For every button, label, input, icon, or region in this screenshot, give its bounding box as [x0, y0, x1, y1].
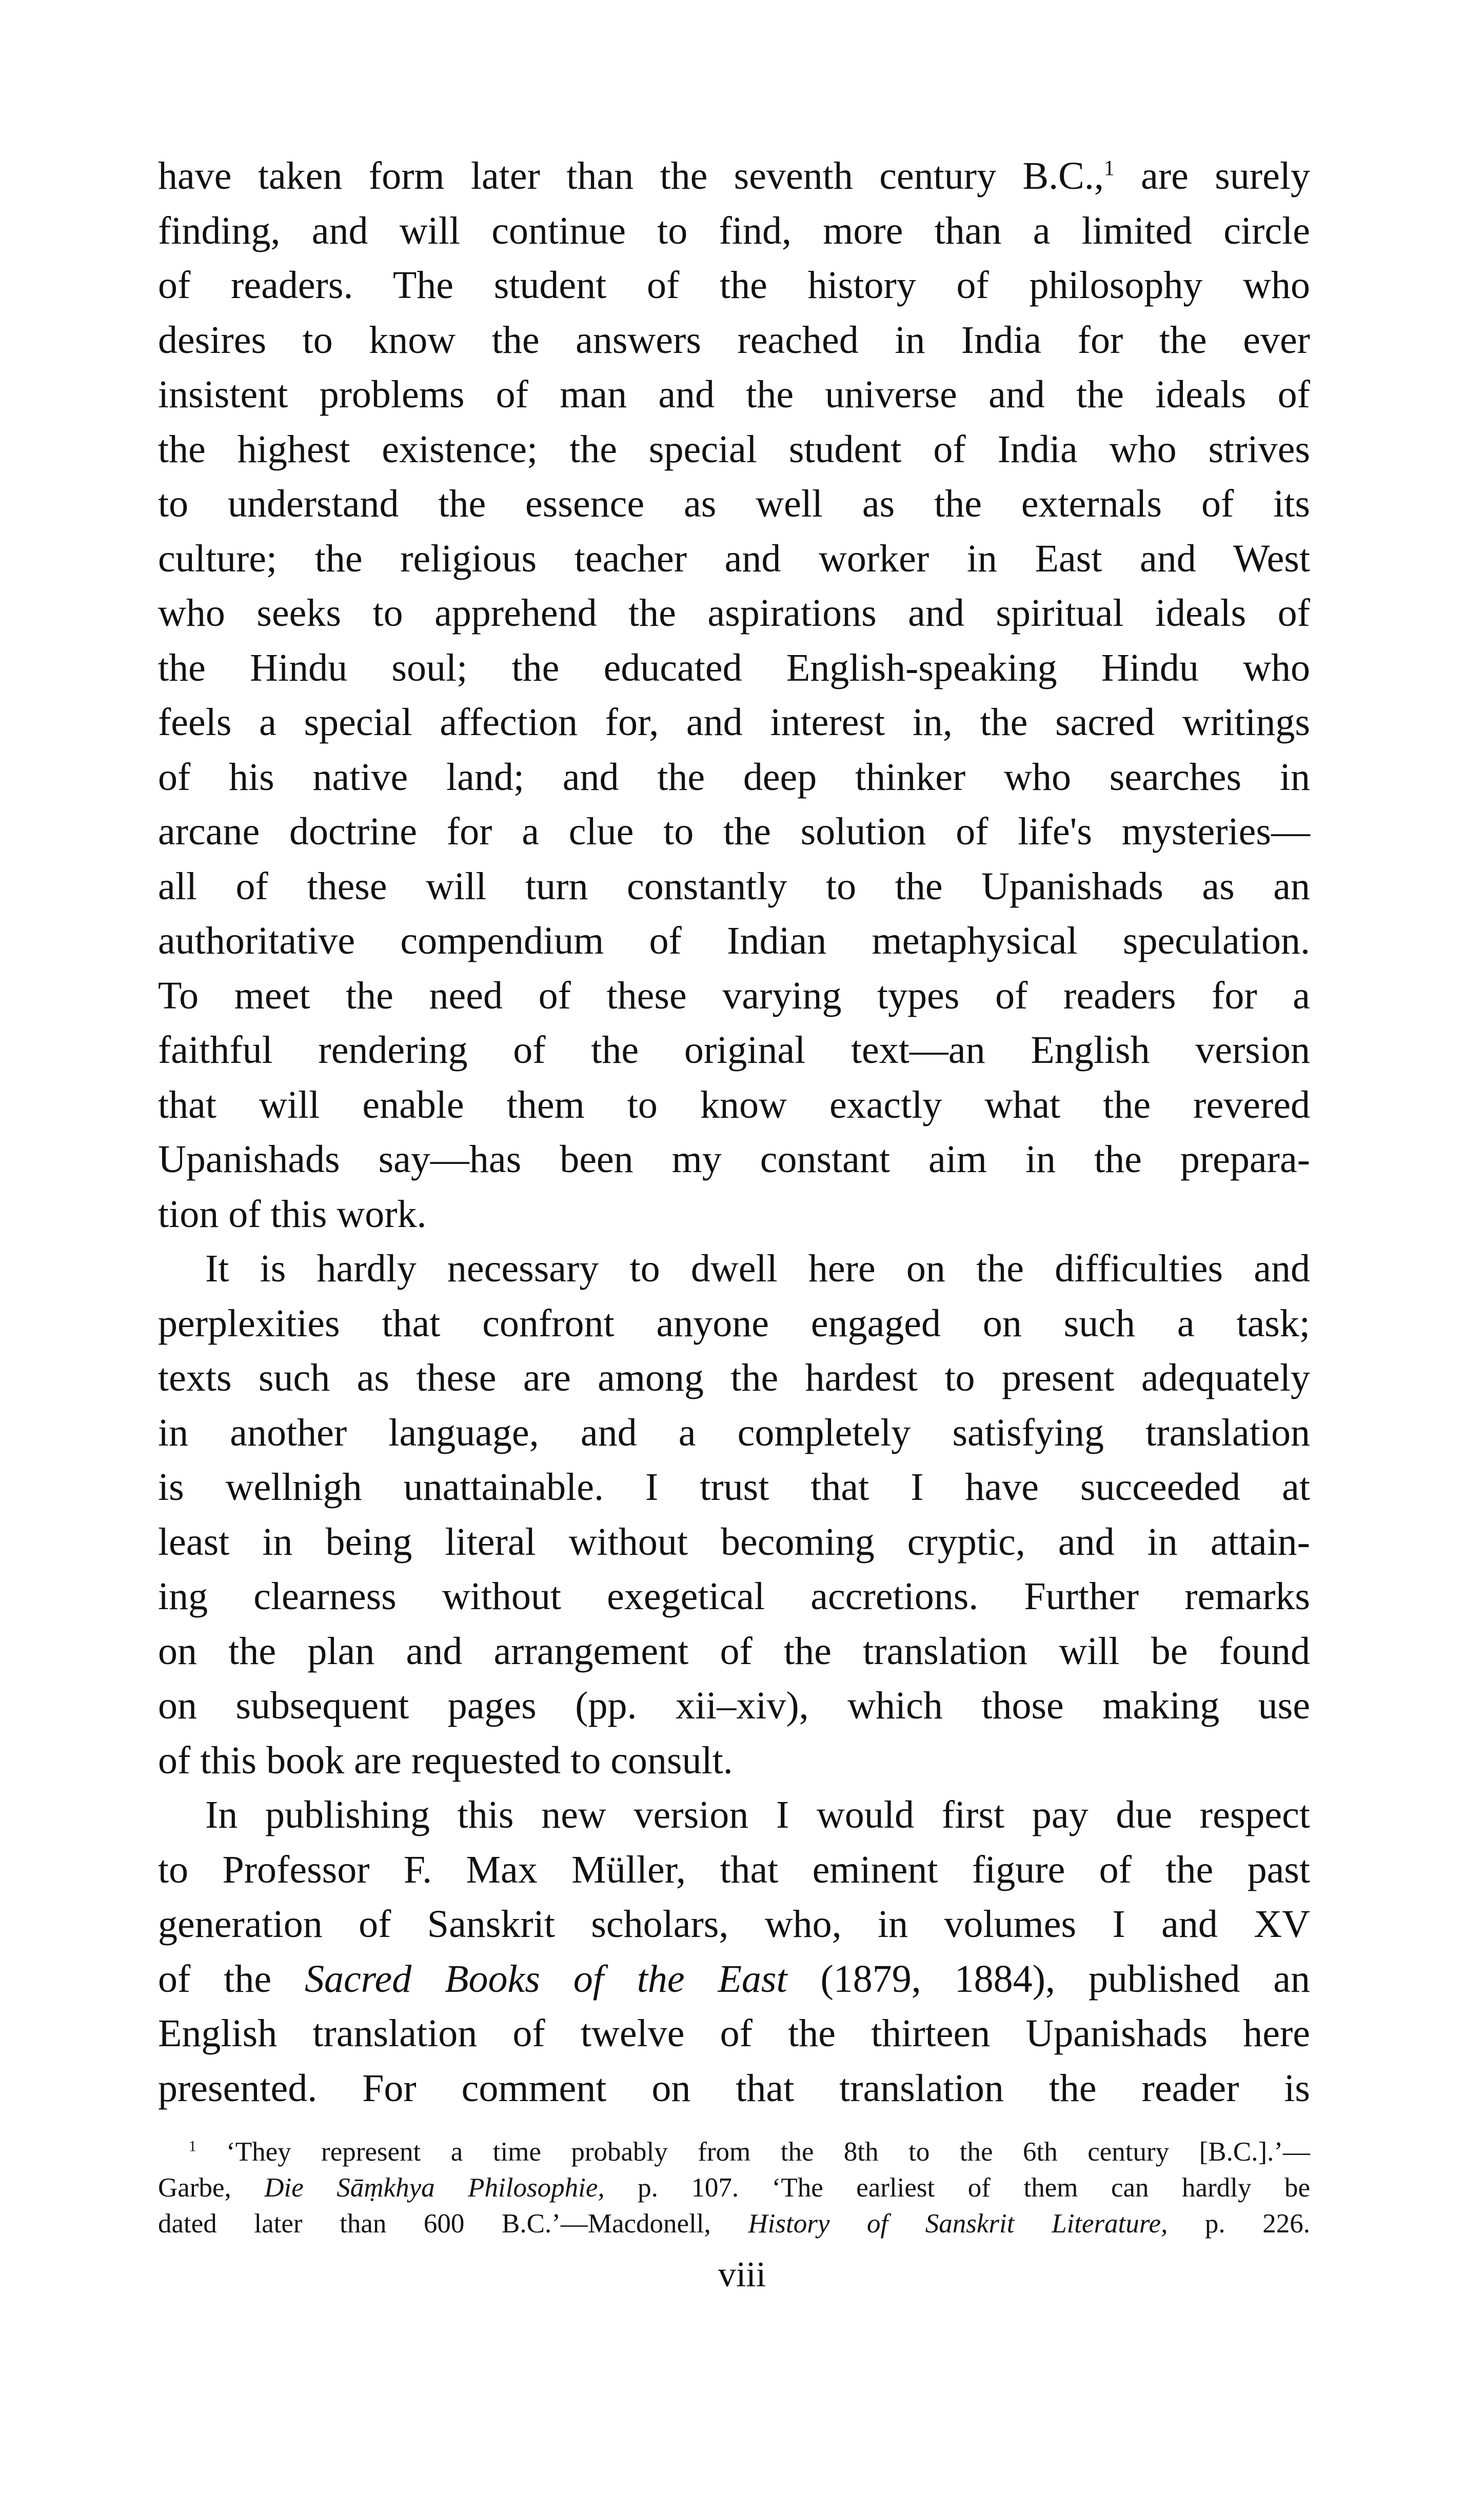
text-run: is wellnigh unattainable. I trust that I have succeeded at [158, 1466, 1310, 1509]
text-run: p. 107. ‘The earliest of them can hardly be [604, 2173, 1310, 2203]
text-line [158, 859, 1310, 914]
text-line [158, 914, 1310, 968]
text-line [158, 1023, 1310, 1078]
text-line [158, 422, 1310, 477]
italic-title: Die Sāṃkhya Philosophie, [264, 2173, 605, 2203]
text-run: feels a special affection for, and interest in, the sacred writings [158, 701, 1310, 744]
text-line [158, 313, 1310, 368]
text-line [158, 477, 1310, 531]
text-run: ing clearness without exegetical accretions. Further remarks [158, 1575, 1310, 1618]
text-run: all of these will turn constantly to the Upanishads as an [158, 864, 1310, 908]
text-line [158, 1788, 1310, 1843]
text-run: Garbe, [158, 2173, 265, 2203]
text-run: the Hindu soul; the educated English-speaking Hindu who [158, 646, 1310, 689]
text-line [158, 586, 1310, 641]
text-run: generation of Sanskrit scholars, who, in volumes I and XV [158, 1903, 1310, 1946]
text-run: ‘They represent a time probably from the 8th to the 6th century [B.C.].’— [196, 2137, 1310, 2167]
italic-title: History of Sanskrit Literature, [748, 2209, 1168, 2239]
text-line [158, 1569, 1310, 1624]
text-run: culture; the religious teacher and worker in East and West [158, 537, 1310, 580]
footnote-marker: 1 [1103, 156, 1115, 181]
text-line [158, 1733, 1310, 1788]
italic-title: Sacred Books of the East [304, 1957, 787, 2001]
text-run: that will enable them to know exactly what the revered [158, 1083, 1310, 1126]
text-run: of readers. The student of the history of philosophy who [158, 264, 1310, 307]
text-run: p. 226. [1168, 2209, 1311, 2239]
text-run: authoritative compendium of Indian metaphysical speculation. [158, 919, 1310, 962]
text-run: Upanishads say—has been my constant aim in the prepara- [158, 1138, 1310, 1181]
text-run: to Professor F. Max Müller, that eminent figure of the past [158, 1848, 1310, 1891]
text-line [158, 258, 1310, 313]
text-run: presented. For comment on that translation the reader is [158, 2066, 1310, 2110]
text-run: English translation of twelve of the thirteen Upanishads here [158, 2012, 1310, 2055]
text-run: the highest existence; the special student of India who strives [158, 427, 1310, 471]
text-line [158, 531, 1310, 586]
text-line [158, 2061, 1310, 2116]
text-run: least in being literal without becoming cryptic, and in attain- [158, 1520, 1310, 1564]
text-line [158, 2006, 1310, 2061]
text-run: have taken form later than the seventh century B.C., [158, 154, 1104, 197]
text-run: of the [158, 1957, 305, 2001]
text-run: To meet the need of these varying types of readers for a [158, 974, 1310, 1017]
text-line [158, 1843, 1310, 1897]
text-line [158, 1351, 1310, 1406]
footnote-line [158, 2206, 1310, 2242]
text-run: perplexities that confront anyone engaged on such a task; [158, 1301, 1310, 1345]
footnote-marker: 1 [189, 2138, 196, 2155]
text-line [158, 695, 1310, 750]
text-line [158, 1624, 1310, 1679]
footnotes [158, 2134, 1310, 2242]
text-run: of this book are requested to consult. [158, 1738, 733, 1782]
text-run: are surely [1114, 154, 1310, 197]
text-run: (1879, 1884), published an [787, 1957, 1311, 2001]
text-line [158, 1952, 1310, 2007]
text-line [158, 204, 1310, 259]
text-run: arcane doctrine for a clue to the solution of life's mysteries— [158, 810, 1310, 853]
text-run: faithful rendering of the original text—an English version [158, 1028, 1310, 1072]
text-run: who seeks to apprehend the aspirations and spiritual ideals of [158, 591, 1310, 635]
text-line [158, 1241, 1310, 1296]
text-run: In publishing this new version I would first pay due respect [205, 1793, 1310, 1836]
text-run: tion of this work. [158, 1192, 427, 1236]
text-line [158, 968, 1310, 1023]
text-line [158, 1296, 1310, 1351]
text-line [158, 641, 1310, 696]
text-run: of his native land; and the deep thinker who searches in [158, 755, 1310, 799]
text-line [158, 1187, 1310, 1242]
footnote-line [158, 2134, 1310, 2170]
text-line [158, 1515, 1310, 1570]
text-run: on the plan and arrangement of the translation will be found [158, 1629, 1310, 1673]
text-line [158, 149, 1310, 204]
text-run: on subsequent pages (pp. xii–xiv), which those making use [158, 1684, 1310, 1727]
text-run: dated later than 600 B.C.’—Macdonell, [158, 2209, 748, 2239]
text-line [158, 367, 1310, 422]
text-line [158, 1132, 1310, 1187]
text-line [158, 804, 1310, 859]
text-run: texts such as these are among the hardest to present adequately [158, 1356, 1310, 1399]
footnote-line [158, 2170, 1310, 2206]
text-run: finding, and will continue to find, more than a limited circle [158, 209, 1310, 252]
text-run: desires to know the answers reached in India for the ever [158, 318, 1310, 362]
text-line [158, 1406, 1310, 1460]
text-line [158, 1460, 1310, 1515]
text-line [158, 750, 1310, 805]
text-line [158, 1678, 1310, 1733]
text-line [158, 1078, 1310, 1133]
page-number: viii [718, 2255, 766, 2294]
body-text [158, 149, 1310, 2115]
text-run: to understand the essence as well as the externals of its [158, 482, 1310, 525]
text-line [158, 1897, 1310, 1952]
text-run: It is hardly necessary to dwell here on the difficulties and [205, 1247, 1310, 1290]
text-run: insistent problems of man and the universe and the ideals of [158, 373, 1310, 416]
text-run: in another language, and a completely satisfying translation [158, 1411, 1310, 1454]
